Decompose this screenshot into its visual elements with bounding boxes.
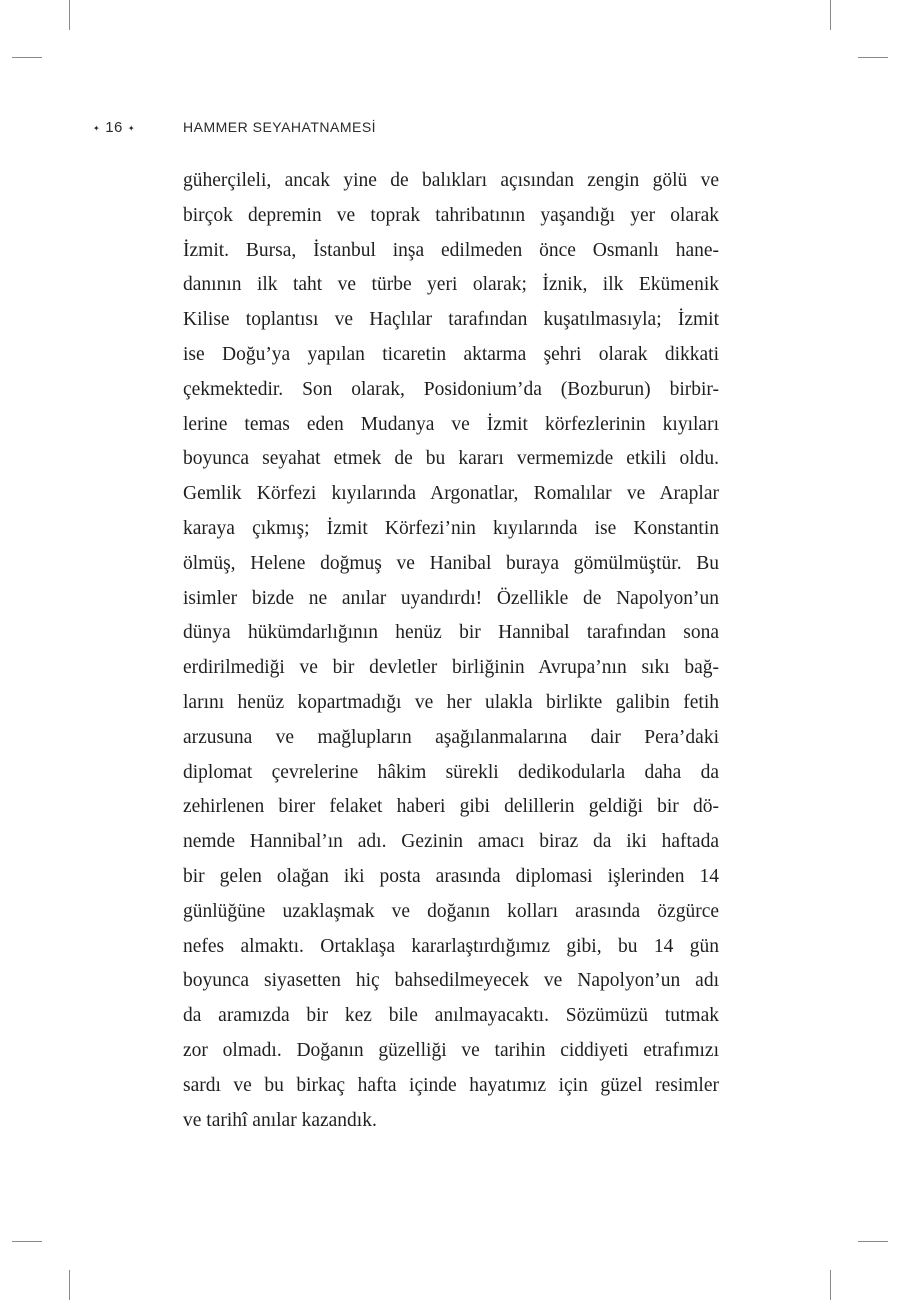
text-line-last: ve tarihî anılar kazandık. — [183, 1109, 377, 1131]
text-line: dünya hükümdarlığının henüz bir Hannibal tarafından sona — [183, 622, 719, 644]
book-title: HAMMER SEYAHATNAMESİ — [183, 119, 377, 135]
text-line: sardı ve bu birkaç hafta içinde hayatımız için güzel resimler — [183, 1074, 719, 1096]
text-line: ise Doğu’ya yapılan ticaretin aktarma şehri olarak dikkati — [183, 343, 719, 365]
text-line: Kilise toplantısı ve Haçlılar tarafından kuşatılmasıyla; İzmit — [183, 309, 719, 331]
text-line: İzmit. Bursa, İstanbul inşa edilmeden önce Osmanlı hane- — [183, 239, 719, 261]
page-number-group — [93, 119, 183, 136]
text-line: Gemlik Körfezi kıyılarında Argonatlar, Romalılar ve Araplar — [183, 483, 719, 505]
text-line: çekmektedir. Son olarak, Posidonium’da (Bozburun) birbir- — [183, 378, 719, 400]
page-number: 16 — [105, 118, 123, 136]
ornament-left-icon: ✦ — [93, 124, 101, 133]
running-header — [93, 117, 376, 137]
crop-mark-bottom-left-horizontal — [12, 1241, 42, 1242]
text-line: arzusuna ve mağlupların aşağılanmalarına dair Pera’daki — [183, 726, 719, 748]
text-line: ölmüş, Helene doğmuş ve Hanibal buraya gömülmüştür. Bu — [183, 552, 719, 574]
text-line: nemde Hannibal’ın adı. Gezinin amacı biraz da iki haftada — [183, 831, 719, 853]
text-line: zor olmadı. Doğanın güzelliği ve tarihin ciddiyeti etrafımızı — [183, 1039, 719, 1061]
body-paragraph — [183, 164, 719, 1138]
text-line: diplomat çevrelerine hâkim sürekli dedikodularla daha da — [183, 761, 719, 783]
text-line: nefes almaktı. Ortaklaşa kararlaştırdığımız gibi, bu 14 gün — [183, 935, 719, 957]
text-line: boyunca seyahat etmek de bu kararı vermemizde etkili oldu. — [183, 448, 719, 470]
text-line: günlüğüne uzaklaşmak ve doğanın kolları arasında özgürce — [183, 900, 719, 922]
crop-mark-top-right-vertical — [830, 0, 831, 30]
text-line: da aramızda bir kez bile anılmayacaktı. Sözümüzü tutmak — [183, 1005, 719, 1027]
text-line: larını henüz kopartmadığı ve her ulakla birlikte galibin fetih — [183, 691, 719, 713]
text-line: boyunca siyasetten hiç bahsedilmeyecek ve Napolyon’un adı — [183, 970, 719, 992]
text-line: güherçileli, ancak yine de balıkları açısından zengin gölü ve — [183, 170, 719, 191]
crop-mark-bottom-right-horizontal — [858, 1241, 888, 1242]
crop-mark-top-left-horizontal — [12, 57, 42, 58]
crop-mark-top-left-vertical — [69, 0, 70, 30]
text-line: lerine temas eden Mudanya ve İzmit körfezlerinin kıyıları — [183, 413, 719, 435]
text-line: bir gelen olağan iki posta arasında diplomasi işlerinden 14 — [183, 865, 719, 887]
crop-mark-bottom-left-vertical — [69, 1270, 70, 1300]
crop-mark-top-right-horizontal — [858, 57, 888, 58]
text-line: zehirlenen birer felaket haberi gibi delillerin geldiği bir dö- — [183, 796, 719, 818]
text-line: isimler bizde ne anılar uyandırdı! Özellikle de Napolyon’un — [183, 587, 719, 609]
text-line: danının ilk taht ve türbe yeri olarak; İznik, ilk Ekümenik — [183, 274, 719, 296]
text-line: erdirilmediği ve bir devletler birliğinin Avrupa’nın sıkı bağ- — [183, 657, 719, 679]
text-line: birçok depremin ve toprak tahribatının yaşandığı yer olarak — [183, 204, 719, 226]
text-line: karaya çıkmış; İzmit Körfezi’nin kıyılarında ise Konstantin — [183, 517, 719, 539]
ornament-right-icon: ✦ — [127, 124, 136, 133]
crop-mark-bottom-right-vertical — [830, 1270, 831, 1300]
